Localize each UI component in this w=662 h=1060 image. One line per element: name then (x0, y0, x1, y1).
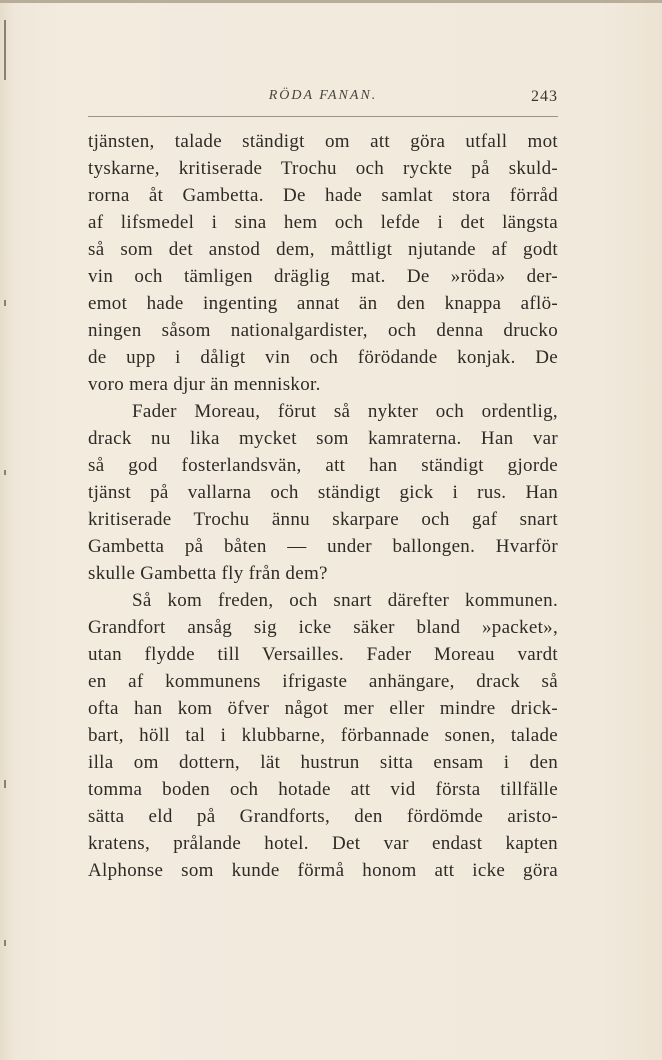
text-line: utan flydde till Versailles. Fader Moreau vardt (88, 644, 558, 665)
text-line: så god fosterlandsvän, att han ständigt gjorde (88, 455, 558, 476)
running-head (88, 86, 558, 114)
top-edge (0, 0, 662, 3)
text-line: kratens, prålande hotel. Det var endast kapten (88, 833, 558, 854)
text-line: en af kommunens ifrigaste anhängare, drack så (88, 671, 558, 692)
text-line: Fader Moreau, förut så nykter och ordentlig, (132, 401, 558, 422)
text-line: tyskarne, kritiserade Trochu och ryckte på skuld- (88, 158, 558, 179)
text-line: rorna åt Gambetta. De hade samlat stora förråd (88, 185, 558, 206)
text-line: tjänsten, talade ständigt om att göra utfall mot (88, 131, 558, 152)
spine-edge-mark (4, 20, 6, 80)
header-rule (88, 116, 558, 117)
text-line: Alphonse som kunde förmå honom att icke göra (88, 860, 558, 881)
text-line: bart, höll tal i klubbarne, förbannade sonen, talade (88, 725, 558, 746)
spine-edge-mark (4, 300, 6, 306)
text-line: de upp i dåligt vin och förödande konjak. De (88, 347, 558, 368)
text-line: Grandfort ansåg sig icke säker bland »packet», (88, 617, 558, 638)
text-line: tjänst på vallarna och ständigt gick i rus. Han (88, 482, 558, 503)
text-line: ofta han kom öfver något mer eller mindre drick- (88, 698, 558, 719)
text-line: sätta eld på Grandforts, den fördömde aristo- (88, 806, 558, 827)
text-line: vin och tämligen dräglig mat. De »röda» der- (88, 266, 558, 287)
page-number: 243 (531, 88, 558, 105)
spine-edge-mark (4, 780, 6, 788)
text-line: skulle Gambetta fly från dem? (88, 563, 328, 584)
text-line: illa om dottern, lät hustrun sitta ensam i den (88, 752, 558, 773)
text-line: tomma boden och hotade att vid första tillfälle (88, 779, 558, 800)
text-line: Så kom freden, och snart därefter kommunen. (132, 590, 558, 611)
running-title: RÖDA FANAN. (268, 88, 378, 103)
text-line: drack nu lika mycket som kamraterna. Han var (88, 428, 558, 449)
body-text (88, 128, 558, 884)
spine-edge-mark (4, 470, 6, 475)
spine-edge-mark (4, 940, 6, 946)
text-line: voro mera djur än menniskor. (88, 374, 321, 395)
text-line: så som det anstod dem, måttligt njutande af godt (88, 239, 558, 260)
text-line: Gambetta på båten — under ballongen. Hvarför (88, 536, 558, 557)
text-line: kritiserade Trochu ännu skarpare och gaf snart (88, 509, 558, 530)
text-line: af lifsmedel i sina hem och lefde i det längsta (88, 212, 558, 233)
text-line: emot hade ingenting annat än den knappa aflö- (88, 293, 558, 314)
text-line: ningen såsom nationalgardister, och denna drucko (88, 320, 558, 341)
